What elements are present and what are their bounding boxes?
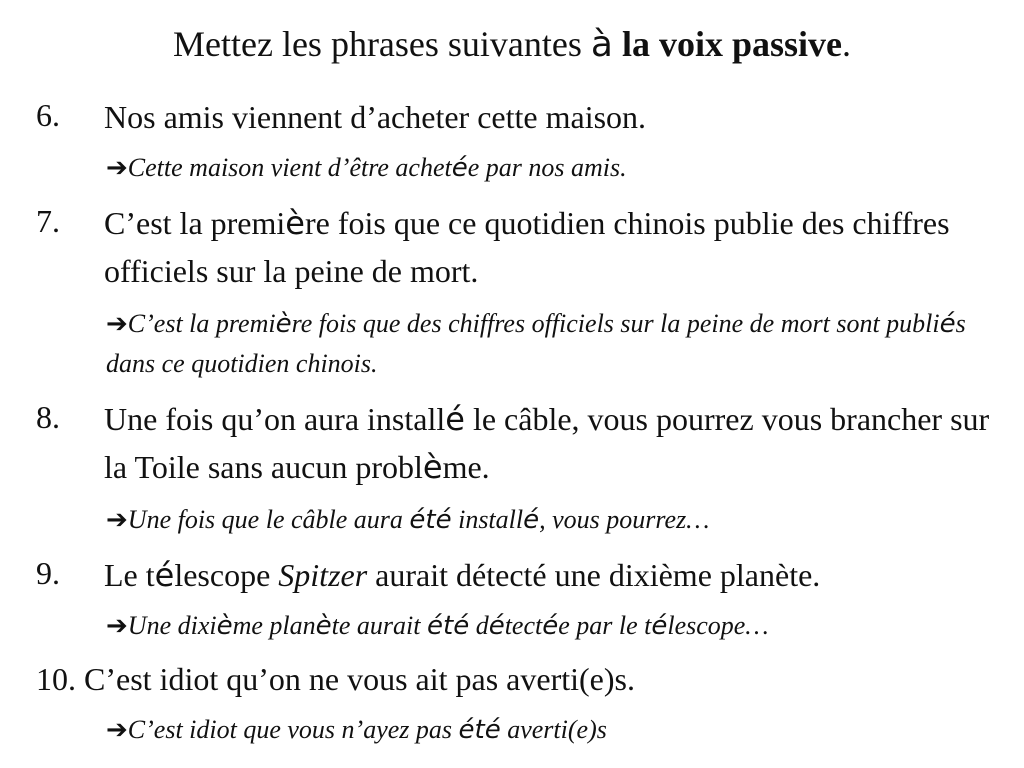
exercise-item-8 — [36, 395, 996, 491]
item-8-answer: ➔Une fois que le câble aura été installé, vous pourrez… — [106, 505, 710, 535]
item-question: 10. C’est idiot qu’on ne vous ait pas averti(e)s. — [36, 661, 635, 697]
item-question: Nos amis viennent d’acheter cette maison. — [104, 99, 647, 135]
arrow-icon: ➔ — [106, 611, 128, 641]
title-period: . — [841, 24, 851, 64]
arrow-icon: ➔ — [106, 309, 128, 339]
title-text: Mettez les phrases suivantes — [173, 24, 591, 64]
arrow-icon: ➔ — [106, 715, 128, 745]
item-question: Le télescope Spitzer aurait détecté une dixième planète. — [104, 556, 821, 594]
item-6-answer: ➔Cette maison vient d’être achetée par nos amis. — [106, 153, 627, 183]
exercise-item-7 — [36, 199, 996, 295]
item-number: 9. — [36, 555, 60, 591]
item-10-answer: ➔C’est idiot que vous n’ayez pas été averti(e)s — [106, 715, 607, 745]
item-number: 6. — [36, 97, 60, 133]
item-number: 7. — [36, 203, 60, 239]
title-text-bold: la voix passive — [612, 24, 842, 64]
exercise-item-10 — [36, 655, 996, 703]
exercise-item-6 — [36, 93, 996, 141]
arrow-icon: ➔ — [106, 153, 128, 183]
item-number: 8. — [36, 399, 60, 435]
item-9-answer: ➔Une dixième planète aurait été détectée par le télescope… — [106, 611, 769, 641]
item-question: C’est la première fois que ce quotidien chinois publie des chiffres officiels sur la peine de mort. — [104, 204, 950, 289]
item-question: Une fois qu’on aura installé le câble, vous pourrez vous brancher sur la Toile sans aucun problème. — [104, 400, 990, 486]
title-text-a: à — [590, 24, 613, 65]
item-number: 10. — [36, 661, 76, 697]
exercise-item-9 — [36, 551, 996, 599]
arrow-icon: ➔ — [106, 505, 128, 535]
item-7-answer: ➔C’est la première fois que des chiffres officiels sur la peine de mort sont publiés dans ce quotidien chinois. — [106, 309, 966, 378]
slide-title — [0, 20, 1024, 69]
